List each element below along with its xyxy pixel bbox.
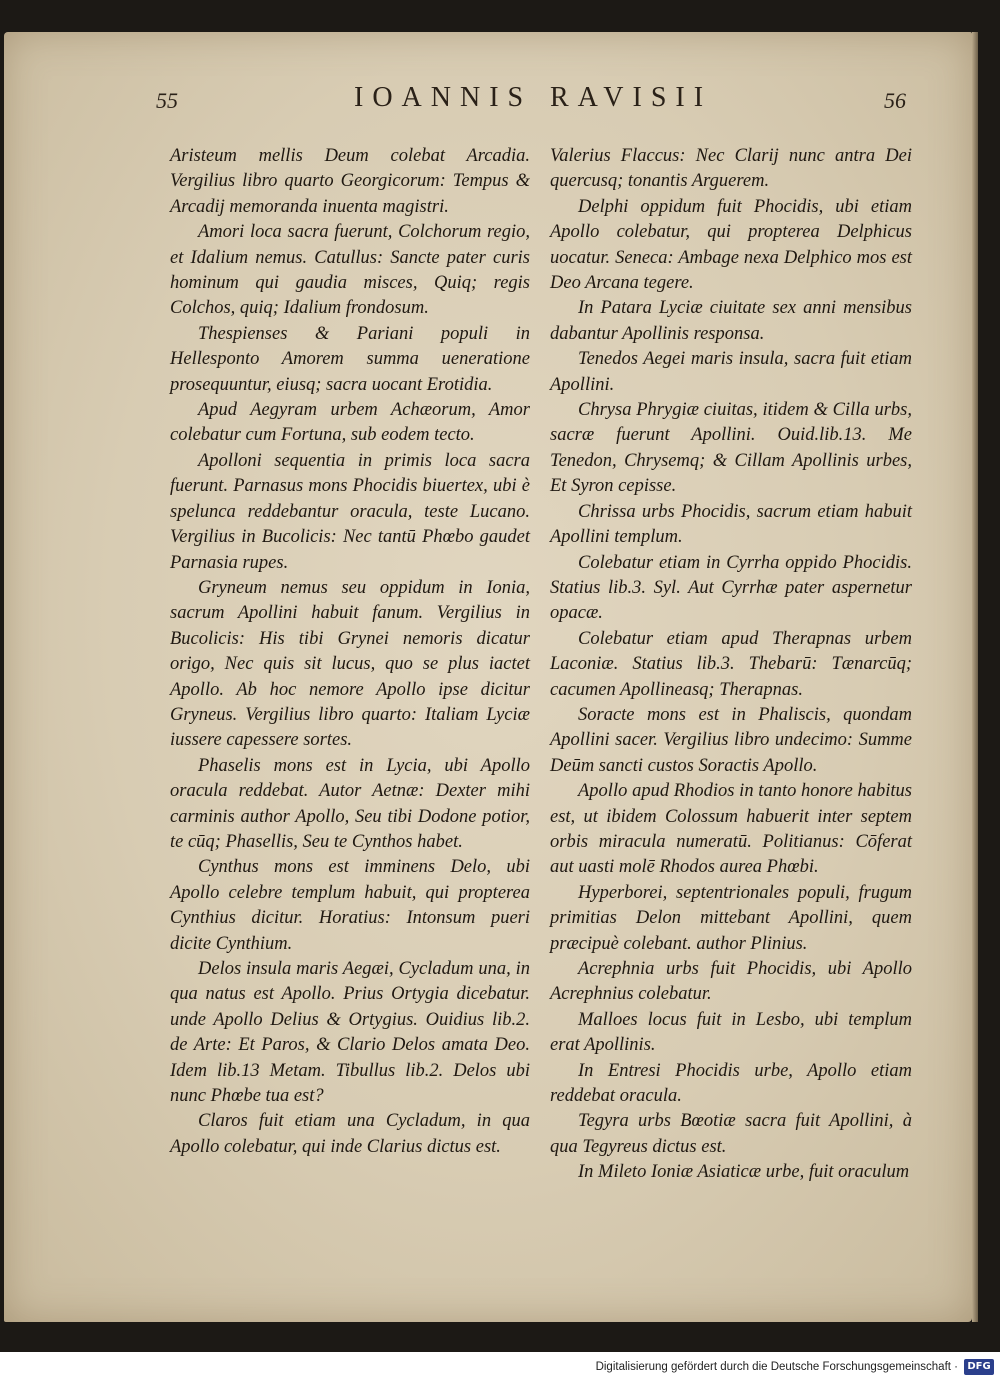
- paragraph: Apollo apud Rhodios in tanto honore habitus est, ut ibidem Colossum habuerit inter septem orbis miracula numeratū. Politianus: Cōferat aut uasti molē Rhodos aurea Phœbi.: [550, 781, 912, 878]
- dfg-logo: DFG: [964, 1359, 994, 1375]
- paragraph: Claros fuit etiam una Cycladum, in qua Apollo colebatur, qui inde Clarius dictus est.: [170, 1111, 530, 1157]
- right-column: [550, 144, 912, 1186]
- paragraph: Malloes locus fuit in Lesbo, ubi templum erat Apollinis.: [550, 1009, 912, 1056]
- paragraph: Thespienses & Pariani populi in Hellesponto Amorem summa ueneratione prosequuntur, eiusq; sacra uocant Erotidia.: [170, 323, 530, 395]
- paragraph: Soracte mons est in Phaliscis, quondam Apollini sacer. Vergilius libro undecimo: Summe Deūm sancti custos Soractis Apollo.: [550, 704, 912, 776]
- paragraph: In Mileto Ioniæ Asiaticæ urbe, fuit oraculum: [578, 1162, 910, 1183]
- paragraph: Chrissa urbs Phocidis, sacrum etiam habuit Apollini templum.: [550, 501, 912, 548]
- paragraph: Hyperborei, septentrionales populi, frugum primitias Delon mittebant Apollini, quem præcipuè colebant. author Plinius.: [550, 882, 912, 954]
- paragraph: Tenedos Aegei maris insula, sacra fuit etiam Apollini.: [550, 349, 912, 395]
- paragraph: Chrysa Phrygiæ ciuitas, itidem & Cilla urbs, sacræ fuerunt Apollini. Ouid.lib.13. Me Tenedon, Chrysemq; & Cillam Apollinis urbes, Et Syron cepisse.: [550, 400, 912, 497]
- page-edge: [972, 32, 978, 1322]
- running-head: [4, 82, 972, 122]
- book-page: [4, 32, 972, 1322]
- paragraph: Apolloni sequentia in primis loca sacra fuerunt. Parnasus mons Phocidis biuertex, ubi è spelunca reddebantur oracula, teste Lucano. Vergilius in Bucolicis: Nec tantū Phœbo gaudet Parnasia rupes.: [170, 450, 530, 573]
- paragraph: Amori loca sacra fuerunt, Colchorum regio, et Idalium nemus. Catullus: Sancte pater curis hominum qui gaudia misces, Quiq; regis Colchos, quiq; Idalium frondosum.: [170, 222, 530, 319]
- paragraph: Cynthus mons est imminens Delo, ubi Apollo celebre templum habuit, qui propterea Cynthius dicitur. Horatius: Intonsum pueri dicite Cynthium.: [170, 857, 530, 954]
- folio-left: 55: [156, 88, 178, 113]
- left-column: [170, 144, 530, 1160]
- folio-right: 56: [884, 88, 906, 113]
- running-head-author: IOANNIS: [354, 82, 533, 113]
- paragraph: Delos insula maris Aegæi, Cycladum una, in qua natus est Apollo. Prius Ortygia dicebatur. unde Apollo Delius & Ortygius. Ouidius lib.2. de Arte: Et Paros, & Clario Delos amata Deo. Idem lib.13 Metam. Tibullus lib.2. Delos ubi nunc Phœbe tua est?: [170, 959, 530, 1107]
- paragraph: Phaselis mons est in Lycia, ubi Apollo oracula reddebat. Autor Aetnæ: Dexter mihi carminis author Apollo, Seu tibi Dodone potior, te cūq; Phasellis, Seu te Cynthos habet.: [170, 755, 530, 852]
- paragraph: Aristeum mellis Deum colebat Arcadia. Vergilius libro quarto Georgicorum: Tempus & Arcadij memoranda inuenta magistri.: [170, 146, 530, 217]
- paragraph: Tegyra urbs Bœotiæ sacra fuit Apollini, à qua Tegyreus dictus est.: [550, 1111, 912, 1157]
- paragraph: Valerius Flaccus: Nec Clarij nunc antra Dei quercusq; tonantis Arguerem.: [550, 146, 912, 192]
- paragraph: Acrephnia urbs fuit Phocidis, ubi Apollo Acrephnius colebatur.: [550, 959, 912, 1005]
- paragraph: In Entresi Phocidis urbe, Apollo etiam reddebat oracula.: [550, 1060, 912, 1107]
- paragraph: Delphi oppidum fuit Phocidis, ubi etiam Apollo colebatur, qui propterea Delphicus uocatur. Seneca: Ambage nexa Delphico mos est Deo Arcana tegere.: [550, 196, 912, 294]
- paragraph: Gryneum nemus seu oppidum in Ionia, sacrum Apollini habuit fanum. Vergilius in Bucolicis: His tibi Grynei nemoris dicatur origo, Nec quis sit lucus, quo se plus iactet Apollo. Ab hoc nemore Apollo ipse dicitur Gryneus. Vergilius libro quarto: Italiam Lyciæ iussere capessere sortes.: [170, 577, 530, 751]
- paragraph: In Patara Lyciæ ciuitate sex anni mensibus dabantur Apollinis responsa.: [550, 298, 912, 344]
- paragraph: Colebatur etiam in Cyrrha oppido Phocidis. Statius lib.3. Syl. Aut Cyrrhæ pater aspernetur opacæ.: [550, 552, 912, 624]
- paragraph: Colebatur etiam apud Therapnas urbem Laconiæ. Statius lib.3. Thebarū: Tænarcūq; cacumen Apollineasq; Therapnas.: [550, 628, 912, 700]
- footer: [0, 1352, 1000, 1384]
- running-head-work: RAVISII: [550, 82, 713, 113]
- paragraph: Apud Aegyram urbem Achæorum, Amor colebatur cum Fortuna, sub eodem tecto.: [170, 400, 530, 446]
- funding-credit: Digitalisierung gefördert durch die Deutsche Forschungsgemeinschaft ·: [595, 1361, 958, 1373]
